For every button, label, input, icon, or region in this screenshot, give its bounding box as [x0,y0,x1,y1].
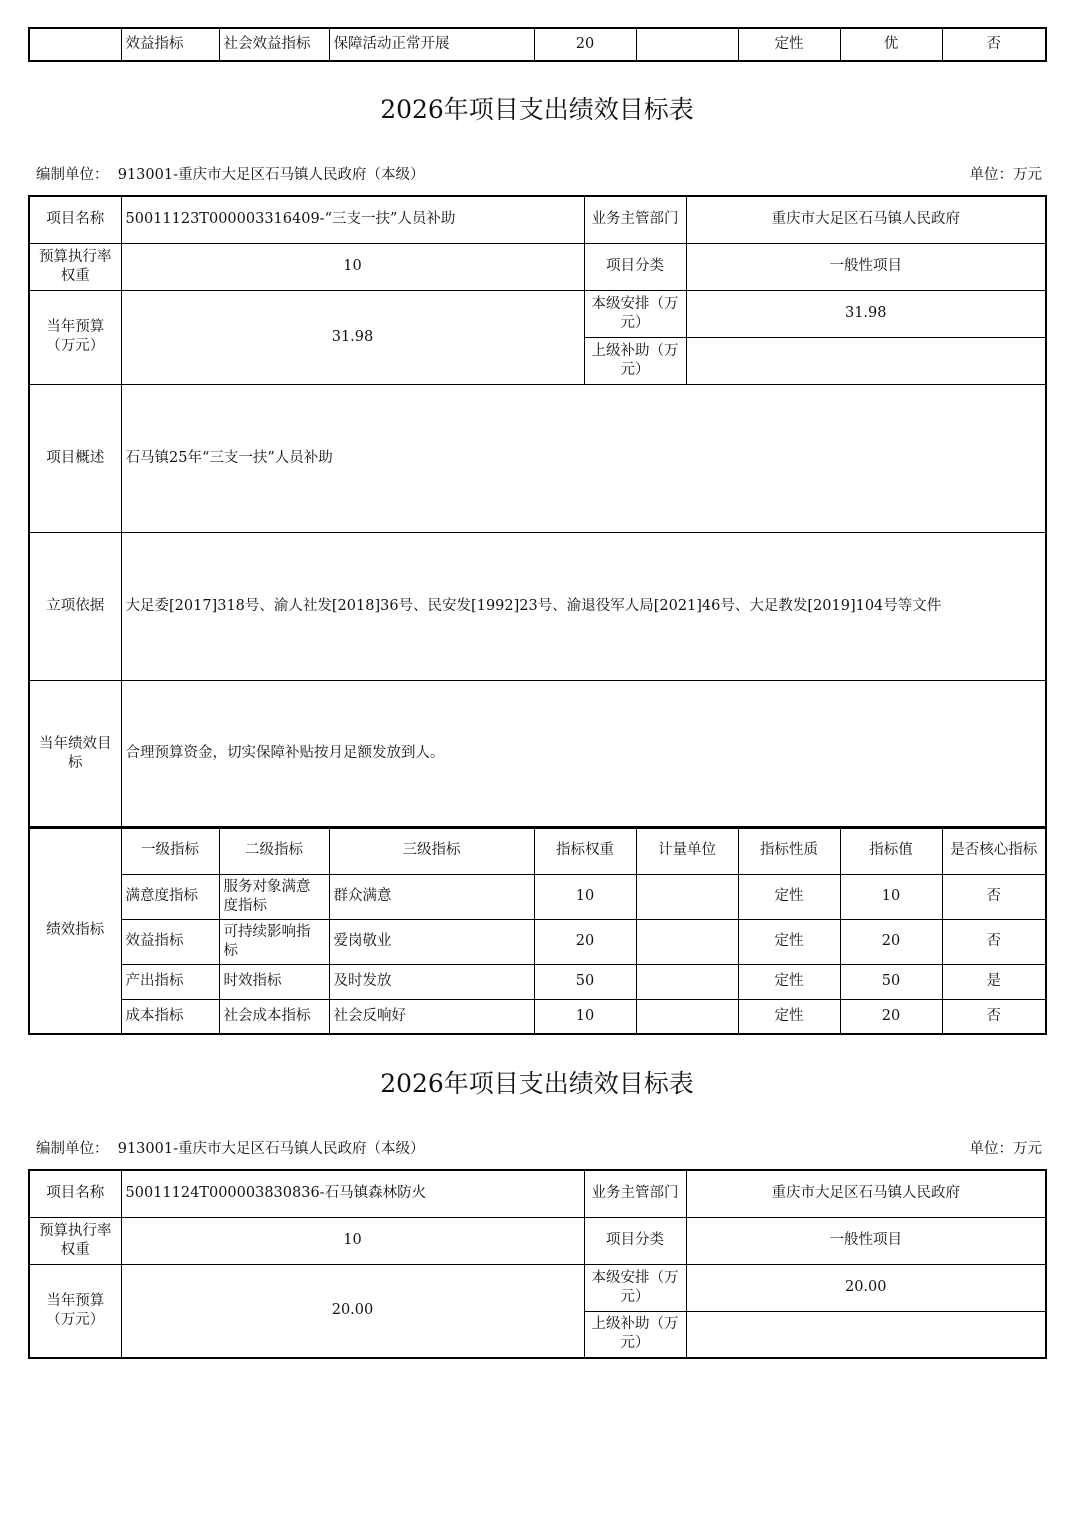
weight-cell: 20 [534,28,636,61]
weight-cell: 10 [534,999,636,1034]
nature-cell: 定性 [738,999,840,1034]
budget-label: 当年预算（万元） [29,290,121,384]
exec-rate-value: 10 [121,1217,584,1264]
level1-cell: 产出指标 [121,964,219,999]
dept-label: 业务主管部门 [584,1170,686,1217]
table-row [29,1264,1046,1311]
header-cell: 二级指标 [219,827,329,874]
form-header-table [28,1169,1047,1359]
level3-cell: 爱岗敬业 [329,919,534,964]
core-cell: 否 [942,874,1046,919]
unit-cell [636,964,738,999]
nature-cell: 定性 [738,28,840,61]
table-row [29,874,1046,919]
form-header-table [28,195,1047,829]
indicator-table [28,826,1047,1035]
table-row [29,680,1046,828]
level3-cell: 保障活动正常开展 [329,28,534,61]
overview-label: 项目概述 [29,384,121,532]
table-row [29,384,1046,532]
goal-label: 当年绩效目标 [29,680,121,828]
upper-label: 上级补助（万元） [584,1311,686,1358]
level2-cell: 服务对象满意度指标 [219,874,329,919]
overview-value: 石马镇25年“三支一扶”人员补助 [121,384,1046,532]
unit-cell [636,999,738,1034]
header-cell: 指标权重 [534,827,636,874]
exec-rate-label: 预算执行率权重 [29,243,121,290]
unit-label: 单位：万元 [969,1141,1042,1157]
table-row [29,964,1046,999]
core-cell: 否 [942,999,1046,1034]
indicators-label: 绩效指标 [29,827,121,1034]
header-cell: 指标性质 [738,827,840,874]
form-title: 2026年项目支出绩效目标表 [380,1069,694,1098]
table-row [29,532,1046,680]
dept-label: 业务主管部门 [584,196,686,243]
exec-rate-value: 10 [121,243,584,290]
nature-cell: 定性 [738,964,840,999]
form-meta [36,1137,1042,1158]
top-partial-table [28,27,1047,62]
form-meta [36,163,1042,184]
level2-cell: 时效指标 [219,964,329,999]
indicator-group-cell [29,28,121,61]
nature-cell: 定性 [738,874,840,919]
weight-cell: 20 [534,919,636,964]
budget-value: 31.98 [121,290,584,384]
level1-cell: 效益指标 [121,919,219,964]
header-cell: 计量单位 [636,827,738,874]
upper-value [686,1311,1046,1358]
unit-label: 单位：万元 [969,167,1042,183]
table-row [29,1170,1046,1217]
local-value: 31.98 [686,290,1046,337]
budget-label: 当年预算（万元） [29,1264,121,1358]
header-cell: 是否核心指标 [942,827,1046,874]
dept-value: 重庆市大足区石马镇人民政府 [686,1170,1046,1217]
org-value: 913001-重庆市大足区石马镇人民政府（本级） [117,167,425,183]
project-name-value: 50011124T000003830836-石马镇森林防火 [121,1170,584,1217]
local-label: 本级安排（万元） [584,290,686,337]
table-row [29,290,1046,337]
project-name-value: 50011123T000003316409-“三支一扶”人员补助 [121,196,584,243]
exec-rate-label: 预算执行率权重 [29,1217,121,1264]
category-label: 项目分类 [584,243,686,290]
org-value: 913001-重庆市大足区石马镇人民政府（本级） [117,1141,425,1157]
table-row [29,196,1046,243]
upper-label: 上级补助（万元） [584,337,686,384]
header-cell: 指标值 [840,827,942,874]
upper-value [686,337,1046,384]
level2-cell: 社会成本指标 [219,999,329,1034]
weight-cell: 10 [534,874,636,919]
table-row [29,999,1046,1034]
value-cell: 优 [840,28,942,61]
level2-cell: 社会效益指标 [219,28,329,61]
level3-cell: 社会反响好 [329,999,534,1034]
basis-value: 大足委[2017]318号、渝人社发[2018]36号、民安发[1992]23号、渝退役军人局[2021]46号、大足教发[2019]104号等文件 [121,532,1046,680]
unit-cell [636,919,738,964]
category-value: 一般性项目 [686,1217,1046,1264]
value-cell: 20 [840,999,942,1034]
value-cell: 10 [840,874,942,919]
category-value: 一般性项目 [686,243,1046,290]
core-cell: 是 [942,964,1046,999]
goal-value: 合理预算资金，切实保障补贴按月足额发放到人。 [121,680,1046,828]
table-header-row [29,827,1046,874]
form-title: 2026年项目支出绩效目标表 [380,95,694,124]
core-cell: 否 [942,919,1046,964]
level3-cell: 及时发放 [329,964,534,999]
table-row [29,243,1046,290]
category-label: 项目分类 [584,1217,686,1264]
table-row [29,919,1046,964]
dept-value: 重庆市大足区石马镇人民政府 [686,196,1046,243]
core-cell: 否 [942,28,1046,61]
value-cell: 50 [840,964,942,999]
table-row [29,28,1046,61]
budget-value: 20.00 [121,1264,584,1358]
unit-cell [636,874,738,919]
org-label: 编制单位： [36,1141,109,1157]
weight-cell: 50 [534,964,636,999]
local-label: 本级安排（万元） [584,1264,686,1311]
header-cell: 一级指标 [121,827,219,874]
value-cell: 20 [840,919,942,964]
level3-cell: 群众满意 [329,874,534,919]
org-label: 编制单位： [36,167,109,183]
header-cell: 三级指标 [329,827,534,874]
level2-cell: 可持续影响指标 [219,919,329,964]
project-name-label: 项目名称 [29,1170,121,1217]
unit-cell [636,28,738,61]
level1-cell: 成本指标 [121,999,219,1034]
local-value: 20.00 [686,1264,1046,1311]
nature-cell: 定性 [738,919,840,964]
table-row [29,1217,1046,1264]
level1-cell: 满意度指标 [121,874,219,919]
basis-label: 立项依据 [29,532,121,680]
level1-cell: 效益指标 [121,28,219,61]
project-name-label: 项目名称 [29,196,121,243]
